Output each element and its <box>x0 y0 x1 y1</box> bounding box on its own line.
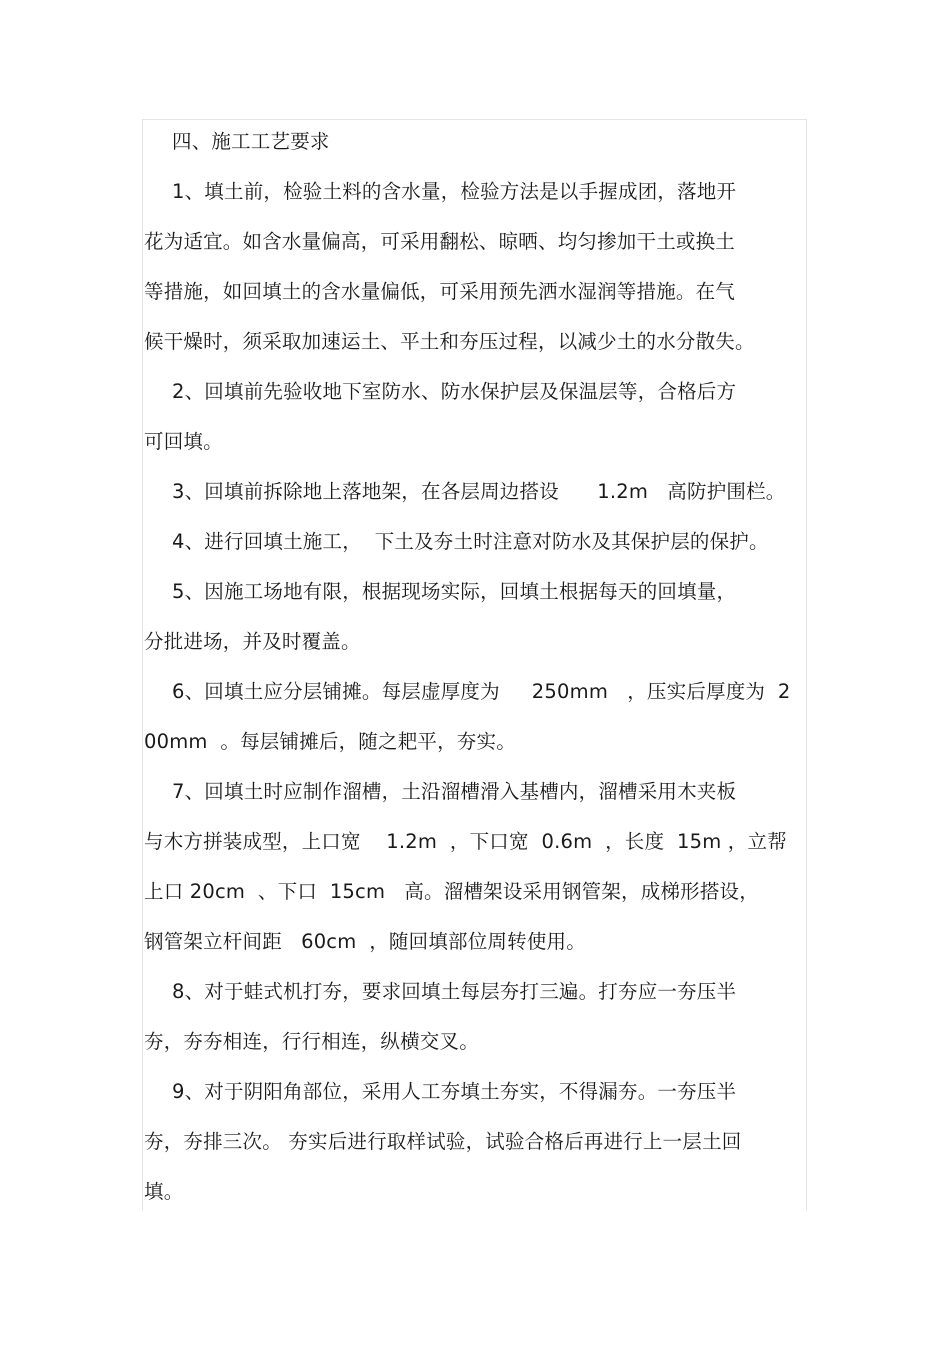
paragraph-9-line-2: 夯，夯排三次。 夯实后进行取样试验，试验合格后再进行上一层土回 <box>144 1130 742 1153</box>
paragraph-1-line-1: 1、填土前，检验土料的含水量，检验方法是以手握成团，落地开 <box>172 180 737 203</box>
paragraph-4-line-1: 4、进行回填土施工， 下土及夯土时注意对防水及其保护层的保护。 <box>172 530 769 553</box>
paragraph-1-line-3: 等措施，如回填土的含水量偏低，可采用预先洒水湿润等措施。在气 <box>144 280 736 303</box>
section-heading: 四、施工工艺要求 <box>172 130 330 153</box>
document-body <box>144 117 808 1217</box>
paragraph-2-line-2: 可回填。 <box>144 430 223 453</box>
paragraph-5-line-2: 分批进场，并及时覆盖。 <box>144 630 361 653</box>
paragraph-1-line-2: 花为适宜。如含水量偏高，可采用翻松、晾晒、均匀掺加干土或换土 <box>144 230 736 253</box>
paragraph-6-line-1: 6、回填土应分层铺摊。每层虚厚度为 250mm ，压实后厚度为 2 <box>172 680 791 703</box>
paragraph-9-line-3: 填。 <box>144 1180 184 1203</box>
paragraph-9-line-1: 9、对于阴阳角部位，采用人工夯填土夯实，不得漏夯。一夯压半 <box>172 1080 737 1103</box>
paragraph-7-line-4: 钢管架立杆间距 60cm ，随回填部位周转使用。 <box>144 930 586 953</box>
paragraph-7-line-2: 与木方拼装成型，上口宽 1.2m ，下口宽 0.6m ，长度 15m ，立帮 <box>144 830 787 853</box>
paragraph-7-line-1: 7、回填土时应制作溜槽，土沿溜槽滑入基槽内，溜槽采用木夹板 <box>172 780 737 803</box>
paragraph-8-line-2: 夯，夯夯相连，行行相连，纵横交叉。 <box>144 1030 479 1053</box>
paragraph-2-line-1: 2、回填前先验收地下室防水、防水保护层及保温层等，合格后方 <box>172 380 737 403</box>
paragraph-7-line-3: 上口 20cm 、下口 15cm 高。溜槽架设采用钢管架，成梯形搭设， <box>144 880 759 903</box>
paragraph-6-line-2: 00mm 。每层铺摊后，随之耙平，夯实。 <box>144 730 516 753</box>
paragraph-1-line-4: 候干燥时，须采取加速运土、平土和夯压过程，以减少土的水分散失。 <box>144 330 755 353</box>
paragraph-8-line-1: 8、对于蛙式机打夯，要求回填土每层夯打三遍。打夯应一夯压半 <box>172 980 737 1003</box>
paragraph-3-line-1: 3、回填前拆除地上落地架，在各层周边搭设 1.2m 高防护围栏。 <box>172 480 786 503</box>
paragraph-5-line-1: 5、因施工场地有限，根据现场实际，回填土根据每天的回填量， <box>172 580 737 603</box>
